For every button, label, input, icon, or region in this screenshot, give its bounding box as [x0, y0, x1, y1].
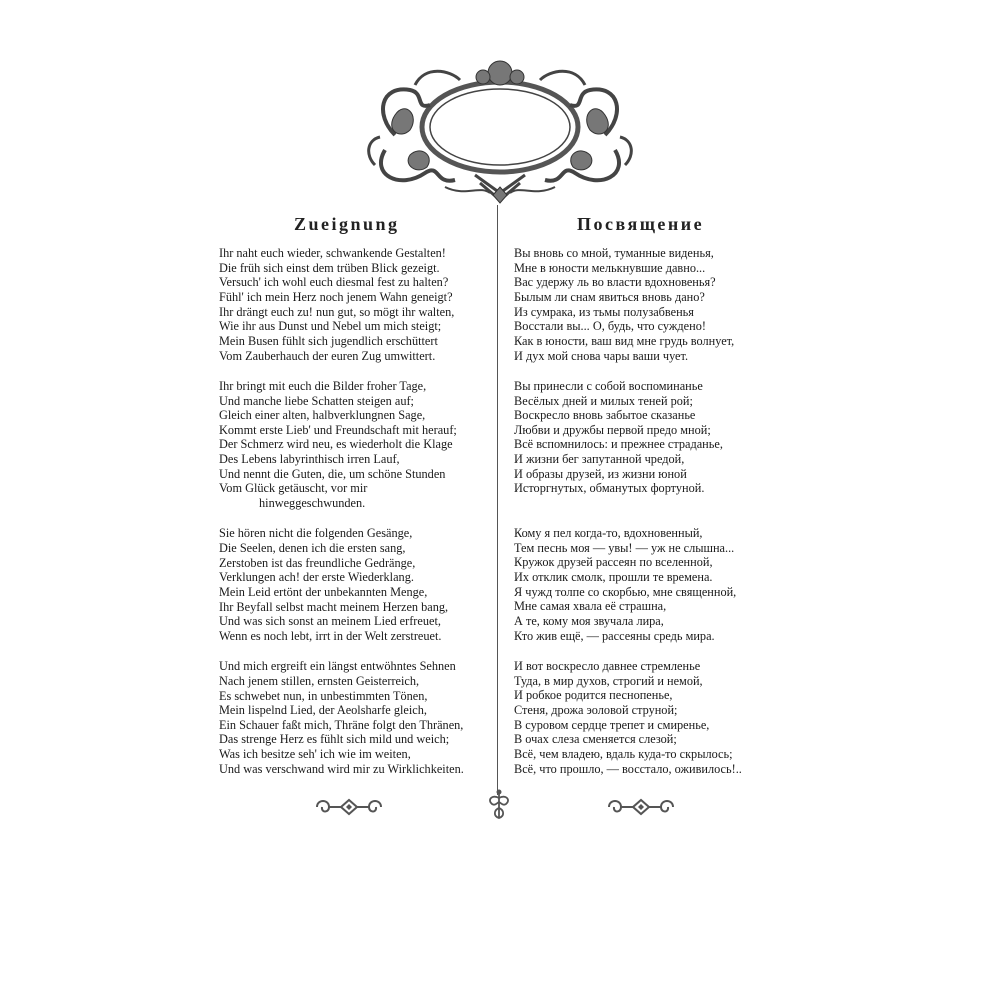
verse-line: Всё, чем владею, вдаль куда-то скрылось;: [514, 746, 733, 761]
verse-line: Und mich ergreift ein längst entwöhntes Sehnen: [219, 659, 456, 674]
verse-line: И робкое родится песнопенье,: [514, 688, 673, 703]
ornate-frame-icon: [355, 55, 645, 205]
verse-line: Wenn es noch lebt, irrt in der Welt zerstreuet.: [219, 628, 442, 643]
verse-line: Исторгнутых, обманутых фортуной.: [514, 481, 705, 496]
verse-line: Was ich besitze seh' ich wie im weiten,: [219, 747, 411, 762]
verse-line: Туда, в мир духов, строгий и немой,: [514, 673, 703, 688]
german-poem: [219, 246, 489, 792]
verse-line: Воскресло вновь забытое сказанье: [514, 408, 696, 423]
verse-line: Es schwebet nun, in unbestimmten Tönen,: [219, 688, 428, 703]
verse-line: Былым ли снам явиться вновь дано?: [514, 289, 705, 304]
verse-line: Ein Schauer faßt mich, Thräne folgt den Thränen,: [219, 717, 464, 732]
verse-line: Ihr naht euch wieder, schwankende Gestalten!: [219, 246, 446, 260]
verse-line: Zerstoben ist das freundliche Gedränge,: [219, 555, 416, 570]
stanza: [219, 379, 489, 511]
verse-line: Мне самая хвала её страшна,: [514, 599, 667, 614]
verse-line: Das strenge Herz es fühlt sich mild und weich;: [219, 732, 450, 747]
verse-line: Ihr bringt mit euch die Bilder froher Tage,: [219, 378, 427, 393]
verse-line: Sie hören nicht die folgenden Gesänge,: [219, 526, 413, 541]
verse-line: В очах слеза сменяется слезой;: [514, 732, 677, 747]
stanza: [514, 659, 754, 776]
verse-line: Und was sich sonst an meinem Lied erfreuet,: [219, 614, 441, 629]
verse-line: Стеня, дрожа эоловой струной;: [514, 702, 678, 717]
verse-line: Mein lispelnd Lied, der Aeolsharfe gleich,: [219, 703, 427, 718]
column-divider: [497, 205, 498, 795]
scroll-flourish-icon: [313, 795, 385, 819]
verse-line: Nach jenem stillen, ernsten Geisterreich,: [219, 673, 420, 688]
verse-line: Vom Zauberhauch der euren Zug umwittert.: [219, 348, 436, 363]
verse-line: Mein Leid ertönt der unbekannten Menge,: [219, 584, 428, 599]
stanza: [219, 246, 489, 363]
verse-line: Тем песнь моя — увы! — уж не слышна...: [514, 540, 735, 555]
verse-line: Und nennt die Guten, die, um schöne Stunden: [219, 466, 446, 481]
verse-line: Verklungen ach! der erste Wiederklang.: [219, 570, 414, 585]
verse-line: И жизни бег запутанной чредой,: [514, 452, 685, 467]
floral-finial-icon: [484, 788, 514, 822]
verse-line: Kommt erste Lieb' und Freundschaft mit herauf;: [219, 422, 457, 437]
verse-line: Любви и дружбы первой предо мной;: [514, 422, 711, 437]
verse-line: Мне в юности мелькнувшие давно...: [514, 260, 706, 275]
verse-line: Всё вспомнилось: и прежнее страданье,: [514, 437, 723, 452]
verse-line: Und was verschwand wird mir zu Wirklichkeiten.: [219, 761, 464, 776]
verse-line: Mein Busen fühlt sich jugendlich erschüttert: [219, 333, 438, 348]
russian-title: Посвящение: [577, 214, 705, 234]
russian-poem: [514, 246, 754, 792]
verse-line: Кому я пел когда-то, вдохновенный,: [514, 526, 703, 541]
verse-line: И дух мой снова чары ваши чует.: [514, 348, 689, 363]
stanza: [514, 246, 754, 363]
verse-line: Как в юности, ваш вид мне грудь волнует,: [514, 333, 735, 348]
verse-line: Die Seelen, denen ich die ersten sang,: [219, 541, 406, 555]
verse-line: Вас удержу ль во власти вдохновенья?: [514, 275, 716, 290]
verse-line: Versuch' ich wohl euch diesmal fest zu halten?: [219, 275, 449, 290]
scroll-flourish-icon: [605, 795, 677, 819]
verse-line: Der Schmerz wird neu, es wiederholt die Klage: [219, 437, 453, 452]
verse-line: Кто жив ещё, — рассеяны средь мира.: [514, 628, 715, 643]
verse-line: Vom Glück getäuscht, vor mir: [219, 481, 368, 496]
verse-line: Wie ihr aus Dunst und Nebel um mich steigt;: [219, 319, 442, 334]
verse-line: hinweggeschwunden.: [259, 496, 366, 511]
verse-line: Вы вновь со мной, туманные виденья,: [514, 246, 714, 260]
stanza: [219, 659, 489, 776]
verse-line: Кружок друзей рассеян по вселенной,: [514, 555, 713, 570]
verse-line: В суровом сердце трепет и смиренье,: [514, 717, 710, 732]
verse-line: Их отклик смолк, прошли те времена.: [514, 570, 713, 585]
verse-line: И образы друзей, из жизни юной: [514, 466, 687, 481]
stanza: [219, 526, 489, 643]
german-title: Zueignung: [294, 214, 400, 234]
verse-line: Ihr Beyfall selbst macht meinem Herzen bang,: [219, 599, 449, 614]
verse-line: Des Lebens labyrinthisch irren Lauf,: [219, 452, 400, 467]
verse-line: Gleich einer alten, halbverklungnen Sage,: [219, 408, 426, 423]
verse-line: Восстали вы... О, будь, что суждено!: [514, 319, 706, 334]
verse-line: Из сумрака, из тьмы полузабвенья: [514, 304, 694, 319]
stanza: [514, 526, 754, 643]
verse-line: Und manche liebe Schatten steigen auf;: [219, 393, 414, 408]
verse-line: Fühl' ich mein Herz noch jenem Wahn geneigt?: [219, 289, 453, 304]
verse-line: И вот воскресло давнее стремленье: [514, 658, 701, 673]
verse-line: Весёлых дней и милых теней рой;: [514, 393, 693, 408]
verse-line: А те, кому моя звучала лира,: [514, 614, 664, 629]
verse-line: Die früh sich einst dem trüben Blick gezeigt.: [219, 260, 440, 275]
stanza: [514, 379, 754, 496]
verse-line: Всё, что прошло, — восстало, оживилось!..: [514, 761, 742, 776]
verse-line: Ihr drängt euch zu! nun gut, so mögt ihr walten,: [219, 304, 455, 319]
verse-line: Я чужд толпе со скорбью, мне священной,: [514, 584, 737, 599]
verse-line: Вы принесли с собой воспоминанье: [514, 378, 703, 393]
